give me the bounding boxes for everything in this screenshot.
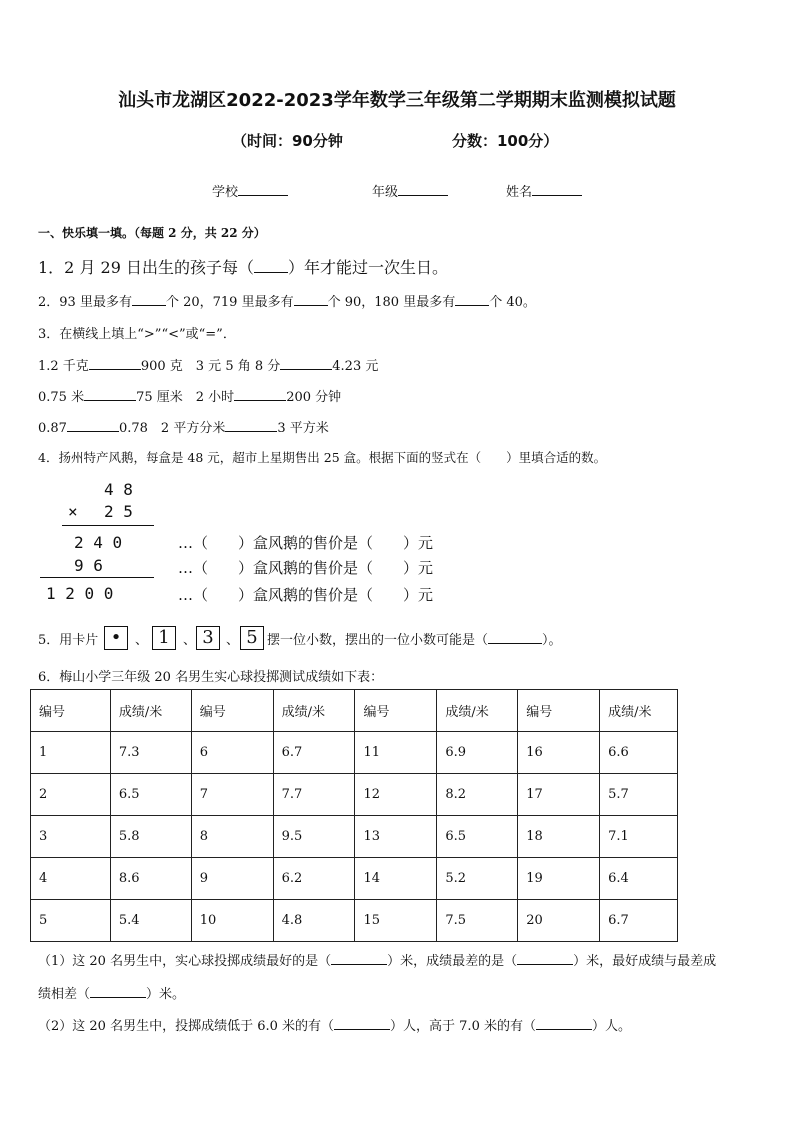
table-cell-score: 9.5 [273, 816, 355, 858]
q3-blank-4[interactable] [234, 388, 286, 401]
table-cell-score: 5.2 [437, 858, 518, 900]
calc-times-sign: × [68, 502, 78, 521]
header-cell: 成绩/米 [273, 690, 355, 732]
header-cell: 编号 [355, 690, 437, 732]
q1-text-a: 1．2 月 29 日出生的孩子每（ [38, 258, 254, 277]
q5-sep-1: 、 [135, 633, 149, 648]
grade-blank[interactable] [398, 183, 448, 196]
school-label: 学校 [212, 185, 239, 200]
calc-rule-1 [62, 525, 154, 526]
table-cell-id: 4 [31, 858, 111, 900]
table-cell-id: 17 [518, 774, 600, 816]
q6-part-1-line-1 [38, 950, 716, 969]
q3-r3a: 0.87 [38, 421, 67, 436]
calc-rule-2 [40, 577, 154, 578]
table-cell-id: 13 [355, 816, 437, 858]
school-field[interactable] [212, 181, 288, 200]
table-cell-id: 18 [518, 816, 600, 858]
q3-r1a: 1.2 千克 [38, 359, 89, 374]
table-cell-id: 7 [191, 774, 273, 816]
calc-note-2[interactable]: …（ ）盒风鹅的售价是（ ）元 [178, 559, 434, 577]
table-cell-id: 5 [31, 900, 111, 942]
calc-partial-1: 2 4 0 [74, 533, 123, 552]
header-cell: 成绩/米 [110, 690, 191, 732]
question-4-stem: 4．扬州特产风鹅，每盒是 48 元，超市上星期售出 25 盒。根据下面的竖式在（ ）里填合适的数。 [38, 450, 607, 465]
q6-blank-1[interactable] [331, 952, 387, 965]
table-cell-id: 11 [355, 732, 437, 774]
q3-blank-2[interactable] [280, 357, 332, 370]
q3-blank-5[interactable] [67, 419, 119, 432]
calc-partial-2: 9 6 [74, 556, 103, 575]
q5-sep-2: 、 [183, 633, 197, 648]
q6-part-1-line-2 [38, 983, 185, 1002]
table-cell-score: 6.5 [110, 774, 191, 816]
page-title: 汕头市龙湖区2022-2023学年数学三年级第二学期期末监测模拟试题 [118, 90, 676, 111]
scores-table-body [31, 690, 678, 942]
table-cell-score: 5.4 [110, 900, 191, 942]
q3-r1c: 3 元 5 角 8 分 [195, 359, 281, 374]
q2-blank-3[interactable] [455, 293, 489, 306]
q1-blank[interactable] [254, 258, 288, 273]
q6-blank-3[interactable] [90, 985, 146, 998]
scores-table [30, 689, 678, 942]
table-cell-id: 2 [31, 774, 111, 816]
q3-r3d: 3 平方米 [277, 421, 329, 436]
name-blank[interactable] [532, 183, 582, 196]
q5-sep-3: 、 [226, 633, 240, 648]
table-cell-id: 3 [31, 816, 111, 858]
table-cell-score: 6.7 [273, 732, 355, 774]
table-cell-id: 1 [31, 732, 111, 774]
q3-r2b: 75 厘米 [136, 390, 183, 405]
table-cell-score: 5.7 [600, 774, 678, 816]
q3-blank-3[interactable] [84, 388, 136, 401]
table-row [31, 858, 678, 900]
total-score: 分数：100分） [452, 132, 559, 150]
q3-r2c: 2 小时 [195, 390, 235, 405]
table-cell-id: 19 [518, 858, 600, 900]
school-blank[interactable] [238, 183, 288, 196]
question-3-stem: 3．在横线上填上“>”“<”或“=”． [38, 327, 236, 342]
q2-text-b: 个 20，719 里最多有 [165, 295, 294, 310]
table-cell-score: 5.8 [110, 816, 191, 858]
q3-r2d: 200 分钟 [286, 390, 342, 405]
q6-p1c: ）米，最好成绩与最差成 [573, 954, 717, 969]
time-limit: （时间：90分钟 [232, 132, 343, 150]
name-label: 姓名 [506, 185, 533, 200]
table-cell-id: 12 [355, 774, 437, 816]
q6-p2a: （2）这 20 名男生中，投掷成绩低于 6.0 米的有（ [38, 1019, 335, 1034]
q2-text-c: 个 90，180 里最多有 [327, 295, 456, 310]
q6-blank-5[interactable] [536, 1017, 592, 1030]
table-cell-score: 7.1 [600, 816, 678, 858]
table-header-row [31, 690, 678, 732]
table-cell-score: 7.7 [273, 774, 355, 816]
q3-r2a: 0.75 米 [38, 390, 85, 405]
calc-product: 1 2 0 0 [46, 584, 114, 603]
table-cell-score: 6.6 [600, 732, 678, 774]
header-cell: 成绩/米 [437, 690, 518, 732]
card-1: 1 [152, 626, 176, 650]
q6-part-2 [38, 1015, 631, 1034]
q2-text-d: 个 40。 [489, 295, 536, 310]
q6-blank-2[interactable] [517, 952, 573, 965]
table-cell-score: 7.5 [437, 900, 518, 942]
section-heading: 一、快乐填一填。（每题 2 分，共 22 分） [38, 226, 266, 240]
q3-blank-1[interactable] [89, 357, 141, 370]
table-cell-score: 8.2 [437, 774, 518, 816]
table-row [31, 774, 678, 816]
q3-row-3 [38, 417, 329, 436]
calc-multiplier: 2 5 [104, 502, 133, 521]
table-cell-score: 6.9 [437, 732, 518, 774]
q3-blank-6[interactable] [225, 419, 277, 432]
card-3: 3 [196, 626, 220, 650]
header-cell: 成绩/米 [600, 690, 678, 732]
q3-r3c: 2 平方分米 [160, 421, 226, 436]
table-cell-score: 8.6 [110, 858, 191, 900]
q5-text-c: ）。 [542, 633, 562, 648]
q3-r3b: 0.78 [118, 421, 148, 436]
table-cell-id: 15 [355, 900, 437, 942]
q2-text-a: 2．93 里最多有 [38, 295, 132, 310]
table-cell-score: 4.8 [273, 900, 355, 942]
header-cell: 编号 [518, 690, 600, 732]
header-cell: 编号 [191, 690, 273, 732]
q3-r1b: 900 克 [140, 359, 183, 374]
calc-multiplicand: 4 8 [104, 480, 133, 499]
table-cell-id: 14 [355, 858, 437, 900]
question-1 [38, 255, 448, 278]
q6-p1d: 绩相差（ [38, 987, 91, 1002]
q6-p1b: ）米，成绩最差的是（ [387, 954, 518, 969]
question-6-stem: 6．梅山小学三年级 20 名男生实心球投掷测试成绩如下表： [38, 670, 384, 685]
table-cell-id: 6 [191, 732, 273, 774]
q6-p1e: ）米。 [146, 987, 186, 1002]
q6-p2c: ）人。 [591, 1019, 631, 1034]
table-cell-id: 20 [518, 900, 600, 942]
q3-r1d: 4.23 元 [332, 359, 379, 374]
question-2 [38, 291, 536, 310]
q3-row-2 [38, 386, 341, 405]
q1-text-b: ）年才能过一次生日。 [287, 258, 448, 277]
table-cell-score: 6.2 [273, 858, 355, 900]
table-row [31, 816, 678, 858]
table-cell-id: 16 [518, 732, 600, 774]
calc-note-1[interactable]: …（ ）盒风鹅的售价是（ ）元 [178, 534, 434, 552]
grade-label: 年级 [372, 185, 399, 200]
q5-text-b: 摆一位小数，摆出的一位小数可能是（ [267, 633, 489, 648]
q5-text-a: 5．用卡片 [38, 633, 99, 648]
table-row [31, 732, 678, 774]
q5-blank[interactable] [488, 631, 542, 644]
card-5: 5 [240, 626, 264, 650]
q5-text-b-wrap [267, 629, 562, 648]
q6-p1a: （1）这 20 名男生中，实心球投掷成绩最好的是（ [38, 954, 332, 969]
card-decimal-point: • [104, 626, 128, 650]
header-cell: 编号 [31, 690, 111, 732]
table-cell-score: 6.7 [600, 900, 678, 942]
calc-note-3[interactable]: …（ ）盒风鹅的售价是（ ）元 [178, 586, 434, 604]
table-cell-score: 7.3 [110, 732, 191, 774]
grade-field[interactable] [372, 181, 448, 200]
name-field[interactable] [506, 181, 582, 200]
table-cell-score: 6.4 [600, 858, 678, 900]
q2-blank-1[interactable] [132, 293, 166, 306]
q3-row-1 [38, 355, 378, 374]
table-cell-id: 9 [191, 858, 273, 900]
q2-blank-2[interactable] [294, 293, 328, 306]
q6-p2b: ）人，高于 7.0 米的有（ [390, 1019, 536, 1034]
q6-blank-4[interactable] [334, 1017, 390, 1030]
table-row [31, 900, 678, 942]
table-cell-id: 8 [191, 816, 273, 858]
table-cell-id: 10 [191, 900, 273, 942]
table-cell-score: 6.5 [437, 816, 518, 858]
